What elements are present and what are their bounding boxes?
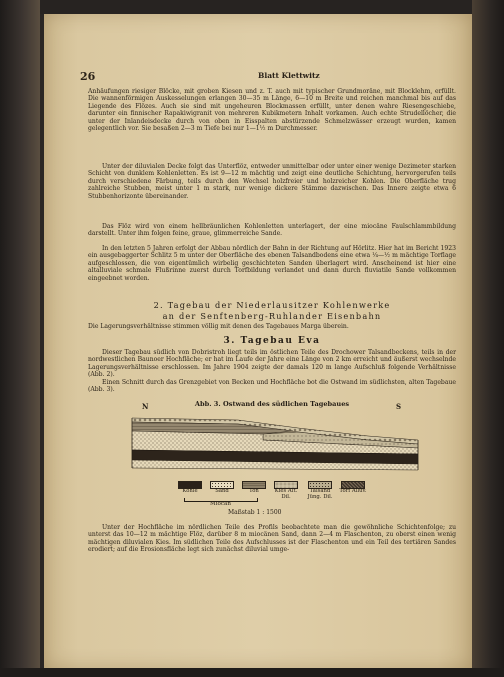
legend-label-torf: Torf Alluv. [339,488,367,494]
legend-item-ton [242,481,268,495]
scan-border-right [472,0,504,677]
figure-legend [178,481,368,511]
paragraph-lagerung: Die Lagerungsverhältnisse stimmen völlig mit denen des Tagebaues Marga überein. [88,323,349,330]
scan-border-bottom [0,668,504,677]
paragraph-schnitt: Einen Schnitt durch das Grenzgebiet von Becken und Hochfläche bot die Ostwand im südlichsten, alten Tagebaue (Abb. 3). [88,379,456,394]
section-heading-3: 3. Tagebau Eva [223,336,321,346]
figure-scale: Maßstab 1 : 1500 [228,509,282,516]
paragraph-blockmassen: Anhäufungen riesiger Blöcke, mit groben Kiesen und z. T. auch mit typischer Grundmoräne, mit Blocklehm, erfüllt. Die wannenförmigen Auskesselungen erlangen 30—35 m Länge, 6—10 m Breite und reichen manchmal bis auf das Liegende des Flözes. Auch sie sind mit ungeheuren Blockmassen erfüllt, unter denen wahre Riesengeschiebe, darunter ein finnischer Rapakiwigranit von mehreren Kubikmetern Inhalt vorkamen. Auch echte Strudellöcher, die unter der Inlandeisdecke durch von oben in Eisspalten abstürzende Schmelzwässer erzeugt wurden, kamen gelegentlich vor. Sie besaßen 2—3 m Tiefe bei nur 1—1½ m Durchmesser. [88,88,456,133]
paragraph-hochflaeche: Unter der Hochfläche im nördlichen Teile des Profils beobachtete man die gewöhnliche Schichtenfolge; zu unterst das 10—12 m mächtige Flöz, darüber 8 m miocänen Sand, dann 2—4 m Flaschenton, zu oberst einen wenig mächtigen diluvialen Kies. Im südlichen Teile des Aufschlusses ist der Flaschenton und ein Teil des tertiären Sandes erodiert; auf die Erosionsfläche legt sich zunächst diluvial umge- [88,524,456,554]
paragraph-tagebau-eva: Dieser Tagebau südlich von Dobristroh liegt teils im östlichen Teile des Drochower Talsandbeckens, teils in der nordwestlichen Baunoer Hochfläche; er hat im Laufe der Jahre eine Länge von 2 km erreicht und äußerst wechselnde Lagerungsverhältnisse erschlossen. Im Jahre 1904 zeigte der damals 120 m lange Aufschluß folgende Verhältnisse (Abb. 2). [88,349,456,379]
legend-label-sand: Sand [215,488,229,494]
paragraph-abbau-hoerlitz: In den letzten 5 Jahren erfolgt der Abbau nördlich der Bahn in der Richtung auf Hörlitz. Hier hat im Bericht 1923 ein ausgebaggerter Schlitz 5 m unter der Oberfläche des ebenen Talsandbodens eine etwa ¼—½ m mächtige Torflage aufgeschlossen, die von eigentümlich wirbelig geschichteten Sanden überlagert wird. Anscheinend ist hier eine altalluviale schmale Flußrinne zuerst durch Torfbildung verlandet und dann durch fluviatile Sande vollkommen eingeebnet worden. [88,245,456,282]
legend-item-sand [210,481,236,495]
north-label: N [142,402,149,411]
miocene-label: Miocän [210,501,231,507]
legend-item-kies [274,481,300,501]
paragraph-kohlenletten: Das Flöz wird von einem hellbräunlichen Kohlenletten unterlagert, der eine miocäne Faulschlammbildung darstellt. Unter ihm folgen feine, graue, glimmerreiche Sande. [88,223,456,238]
south-label: S [396,402,402,411]
scan-border-top [0,0,504,14]
figure-caption: Abb. 3. Ostwand des südlichen Tagebaues [194,400,350,408]
paragraph-unterfloez: Unter der diluvialen Decke folgt das Unterflöz, entweder unmittelbar oder unter einer wenige Dezimeter starken Schicht von dunklem Kohlenletten. Es ist 9—12 m mächtig und zeigt eine deutliche Schichtung, hervorgerufen teils durch verschiedene Färbung, teils durch den Wechsel holzfreier und holzreicher Kohlen. Die Oberfläche trug zahlreiche Stubben, meist unter 1 m stark, nur wenige dickere Stämme dazwischen. Das Innere zeigte etwa 6 Stubbenhorizonte übereinander. [88,163,456,200]
running-head: Blatt Klettwitz [258,71,320,80]
legend-label-ton: Ton [249,488,259,494]
section-heading-2-line2: an der Senftenberg-Ruhlander Eisenbahn [162,311,382,321]
legend-label-kohle: Kohle [182,488,198,494]
legend-item-talsand [308,481,334,501]
scan-border-left [0,0,40,677]
legend-item-kohle [178,481,204,495]
legend-label-kies: Kies Alt. Dil. [274,488,298,500]
page-number: 26 [80,70,96,83]
section-heading-2-line1: 2. Tagebau der Niederlausitzer Kohlenwerke [153,300,391,310]
legend-label-talsand: Talsand Jüng. Dil. [307,488,333,500]
legend-item-torf [341,481,367,495]
